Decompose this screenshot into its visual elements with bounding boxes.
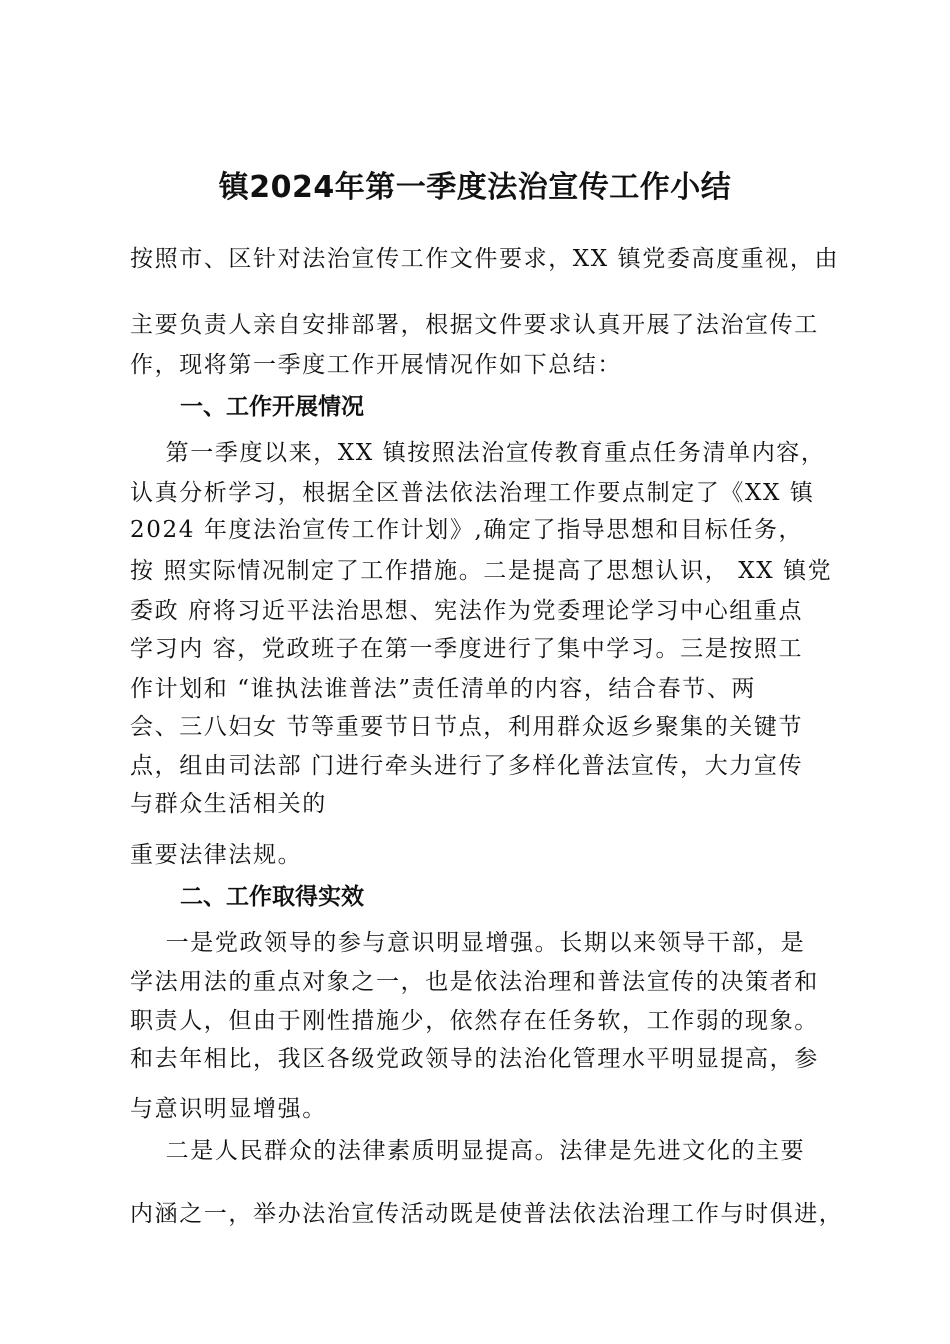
section1-line-3: 2024 年度法治宣传工作计划》,确定了指导思想和目标任务， — [130, 517, 804, 543]
section2-heading: 二、工作取得实效 — [180, 884, 364, 910]
section1-line-11: 重要法律法规。 — [130, 842, 303, 868]
section1-line-5: 委政 府将习近平法治思想、宪法作为党委理论学习中心组重点 — [130, 598, 804, 624]
section1-line-4: 按 照实际情况制定了工作措施。二是提高了思想认识， XX 镇党 — [130, 558, 833, 584]
section1-line-9: 点，组由司法部 门进行牵头进行了多样化普法宣传，大力宣传 — [130, 753, 804, 779]
section2-line-5: 与意识明显增强。 — [130, 1096, 327, 1122]
section1-line-1: 第一季度以来，XX 镇按照法治宣传教育重点任务清单内容， — [130, 440, 826, 466]
intro-line-1: 按照市、区针对法治宣传工作文件要求，XX 镇党委高度重视，由 — [130, 246, 840, 272]
section1-line-10: 与群众生活相关的 — [130, 791, 327, 817]
section2-line-1: 一是党政领导的参与意识明显增强。长期以来领导干部，是 — [130, 930, 806, 956]
section1-line-2: 认真分析学习，根据全区普法依法治理工作要点制定了《XX 镇 — [130, 480, 815, 506]
section1-line-8: 会、三八妇女 节等重要节日节点，利用群众返乡聚集的关键节 — [130, 714, 804, 740]
document-title: 镇2024年第一季度法治宣传工作小结 — [218, 170, 732, 205]
section2-line-3: 职责人，但由于刚性措施少，依然存在任务软，工作弱的现象。 — [130, 1008, 819, 1034]
section2-line-2: 学法用法的重点对象之一，也是依法治理和普法宣传的决策者和 — [130, 969, 819, 995]
section2-line-7: 内涵之一，举办法治宣传活动既是使普法依法治理工作与时俱进， — [130, 1201, 844, 1227]
section2-line-6: 二是人民群众的法律素质明显提高。法律是先进文化的主要 — [130, 1138, 806, 1164]
section1-line-6: 学习内 容，党政班子在第一季度进行了集中学习。三是按照工 — [130, 636, 804, 662]
intro-line-2: 主要负责人亲自安排部署，根据文件要求认真开展了法治宣传工 — [130, 312, 819, 338]
section2-line-4: 和去年相比，我区各级党政领导的法治化管理水平明显提高，参 — [130, 1046, 819, 1072]
intro-line-3: 作，现将第一季度工作开展情况作如下总结： — [130, 352, 622, 378]
section1-heading: 一、工作开展情况 — [180, 394, 364, 420]
section1-line-7: 作计划和 “谁执法谁普法”责任清单的内容，结合春节、两 — [130, 676, 757, 702]
